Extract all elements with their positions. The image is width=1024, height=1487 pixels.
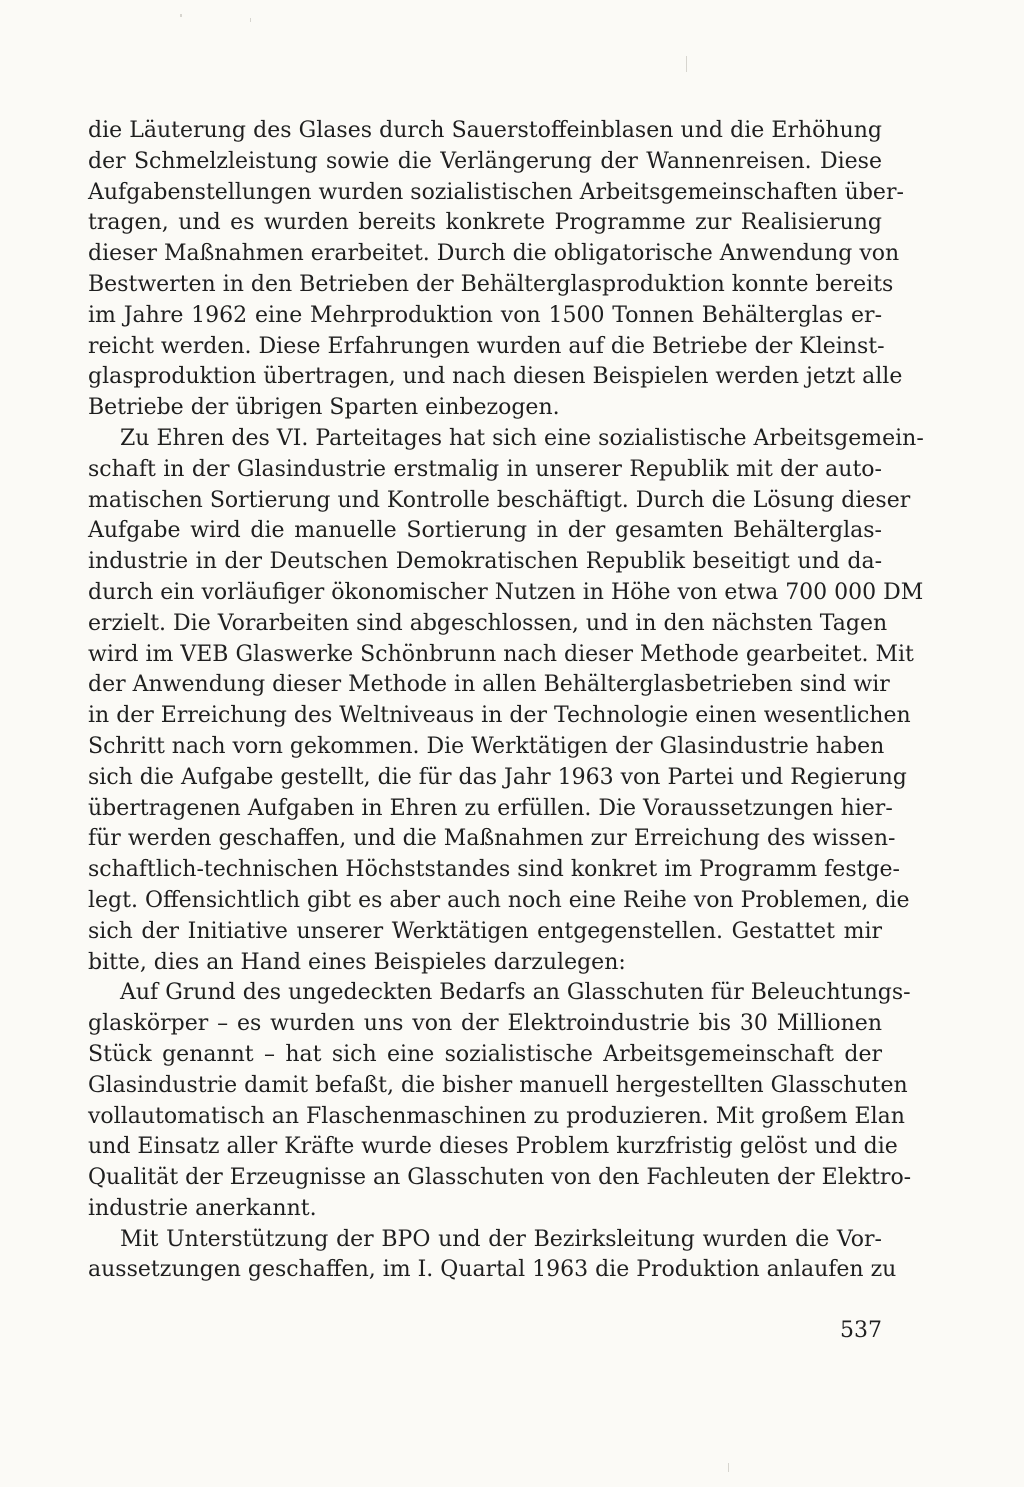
scan-speck <box>728 1463 729 1472</box>
text-line: durch ein vorläufiger ökonomischer Nutzen in Höhe von etwa 700 000 DM <box>88 579 924 605</box>
scan-speck <box>686 56 687 72</box>
text-line: sich die Aufgabe gestellt, die für das Jahr 1963 von Partei und Regierung <box>88 764 907 790</box>
text-line: die Läuterung des Glases durch Sauerstoffeinblasen und die Erhöhung <box>88 118 882 143</box>
text-line: tragen, und es wurden bereits konkrete Programme zur Realisierung <box>88 210 882 236</box>
text-line: reicht werden. Diese Erfahrungen wurden auf die Betriebe der Kleinst- <box>88 333 885 359</box>
text-line: erzielt. Die Vorarbeiten sind abgeschlossen, und in den nächsten Tagen <box>88 610 888 636</box>
text-line: in der Erreichung des Weltniveaus in der Technologie einen wesentlichen <box>88 703 911 729</box>
text-line: dieser Maßnahmen erarbeitet. Durch die obligatorische Anwendung von <box>88 241 900 267</box>
text-line: Stück genannt – hat sich eine sozialistische Arbeitsgemeinschaft der <box>88 1041 882 1067</box>
text-line: glaskörper – es wurden uns von der Elektroindustrie bis 30 Millionen <box>88 1011 882 1037</box>
text-line: schaft in der Glasindustrie erstmalig in unserer Republik mit der auto- <box>88 456 882 482</box>
body-text <box>88 116 924 1286</box>
text-line: Bestwerten in den Betrieben der Behälterglasproduktion konnte bereits <box>88 271 894 297</box>
text-line: Aufgabe wird die manuelle Sortierung in der gesamten Behälterglas- <box>88 518 882 544</box>
text-line: Schritt nach vorn gekommen. Die Werktätigen der Glasindustrie haben <box>88 733 885 759</box>
text-line: übertragenen Aufgaben in Ehren zu erfüllen. Die Voraussetzungen hier- <box>88 795 893 821</box>
scan-speck <box>250 18 251 22</box>
text-line: im Jahre 1962 eine Mehrproduktion von 1500 Tonnen Behälterglas er- <box>88 302 882 328</box>
page-number: 537 <box>840 1318 882 1343</box>
text-line: schaftlich-technischen Höchststandes sind konkret im Programm festge- <box>88 857 900 883</box>
text-line: glasproduktion übertragen, und nach diesen Beispielen werden jetzt alle <box>88 364 903 390</box>
text-line: Mit Unterstützung der BPO und der Bezirksleitung wurden die Vor- <box>120 1226 882 1252</box>
text-line: industrie in der Deutschen Demokratischen Republik beseitigt und da- <box>88 549 882 575</box>
text-line: Auf Grund des ungedeckten Bedarfs an Glasschuten für Beleuchtungs- <box>120 980 911 1006</box>
text-line: Glasindustrie damit befaßt, die bisher manuell hergestellten Glasschuten <box>88 1072 908 1098</box>
text-line: aussetzungen geschaffen, im I. Quartal 1963 die Produktion anlaufen zu <box>88 1257 897 1283</box>
text-line: Zu Ehren des VI. Parteitages hat sich eine sozialistische Arbeitsgemein- <box>120 425 924 451</box>
text-line: wird im VEB Glaswerke Schönbrunn nach dieser Methode gearbeitet. Mit <box>88 641 914 667</box>
text-line: industrie anerkannt. <box>88 1195 317 1221</box>
text-line: Betriebe der übrigen Sparten einbezogen. <box>88 395 560 421</box>
text-line: legt. Offensichtlich gibt es aber auch noch eine Reihe von Problemen, die <box>88 887 910 913</box>
text-line: matischen Sortierung und Kontrolle beschäftigt. Durch die Lösung dieser <box>88 487 911 513</box>
text-line: der Anwendung dieser Methode in allen Behälterglasbetrieben sind wir <box>88 672 890 698</box>
text-line: und Einsatz aller Kräfte wurde dieses Problem kurzfristig gelöst und die <box>88 1134 898 1160</box>
text-line: Aufgabenstellungen wurden sozialistischen Arbeitsgemeinschaften über- <box>88 179 904 205</box>
scan-speck <box>180 14 182 17</box>
text-line: sich der Initiative unserer Werktätigen entgegenstellen. Gestattet mir <box>88 918 882 944</box>
text-line: vollautomatisch an Flaschenmaschinen zu produzieren. Mit großem Elan <box>88 1103 905 1129</box>
text-line: bitte, dies an Hand eines Beispieles darzulegen: <box>88 949 626 975</box>
text-line: Qualität der Erzeugnisse an Glasschuten von den Fachleuten der Elektro- <box>88 1165 912 1191</box>
text-line: für werden geschaffen, und die Maßnahmen zur Erreichung des wissen- <box>88 826 896 852</box>
text-line: der Schmelzleistung sowie die Verlängerung der Wannenreisen. Diese <box>88 148 882 174</box>
